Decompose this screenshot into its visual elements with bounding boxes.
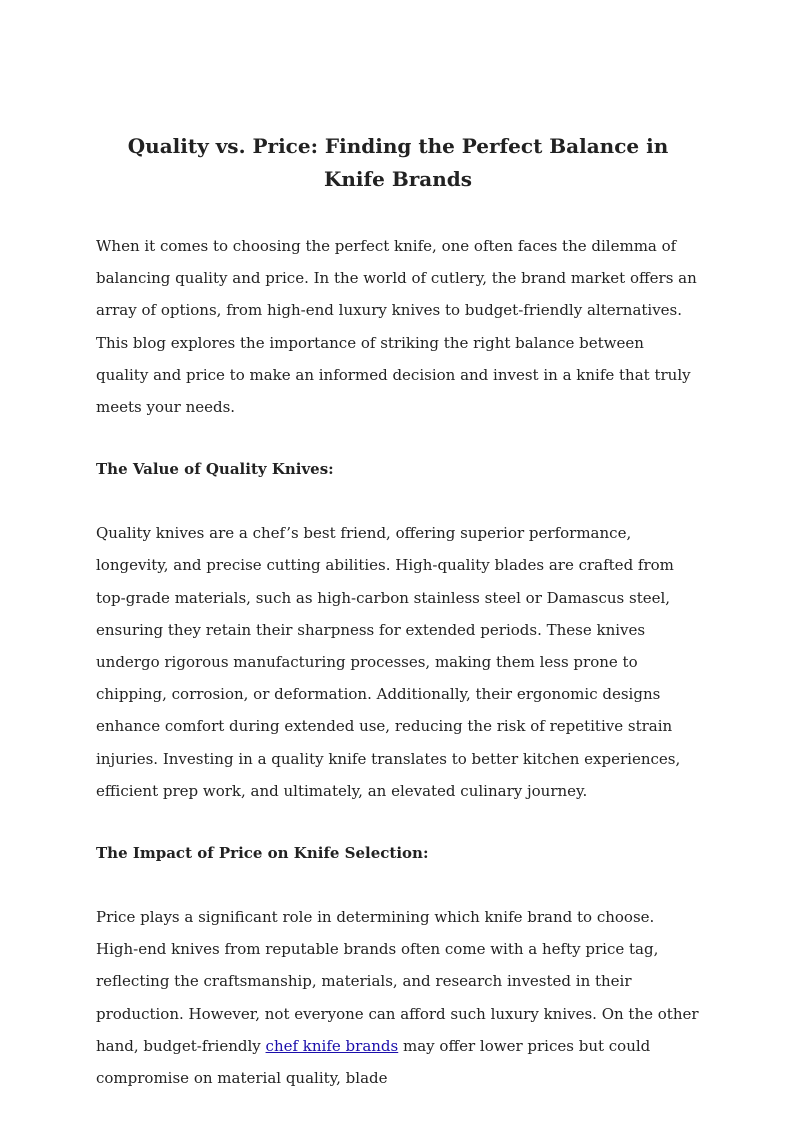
- intro-paragraph: When it comes to choosing the perfect knife, one often faces the dilemma of balancing quality and price. In the world of cutlery, the brand market offers an array of options, from high-end luxury knives to budget-friendly alternatives. This blog explores the importance of striking the right balance between quality and price to make an informed decision and invest in a knife that truly meets your needs.: [96, 237, 697, 417]
- document-page: [96, 130, 700, 1124]
- section-heading-quality: The Value of Quality Knives:: [96, 460, 334, 479]
- chef-knife-brands-link[interactable]: chef knife brands: [265, 1036, 399, 1055]
- price-text-before-link: Price plays a significant role in determining which knife brand to choose. High-end knives from reputable brands often come with a hefty price tag, reflecting the craftsmanship, materials, and research invested in their production. However, not everyone can afford such luxury knives. On the other hand, budget-friendly: [96, 908, 699, 1055]
- page-title: Quality vs. Price: Finding the Perfect Balance in Knife Brands: [127, 134, 669, 191]
- price-text-after-link: may offer lower prices but could compromise on material quality, blade: [96, 1036, 651, 1088]
- section-body-price: [96, 901, 700, 1094]
- section-body-quality: Quality knives are a chef’s best friend, offering superior performance, longevity, and precise cutting abilities. High-quality blades are crafted from top-grade materials, such as high-carbon stainless steel or Damascus steel, ensuring they retain their sharpness for extended periods. These knives undergo rigorous manufacturing processes, making them less prone to chipping, corrosion, or deformation. Additionally, their ergonomic designs enhance comfort during extended use, reducing the risk of repetitive strain injuries. Investing in a quality knife translates to better kitchen experiences, efficient prep work, and ultimately, an elevated culinary journey.: [96, 524, 681, 800]
- section-heading-price: The Impact of Price on Knife Selection:: [96, 844, 429, 863]
